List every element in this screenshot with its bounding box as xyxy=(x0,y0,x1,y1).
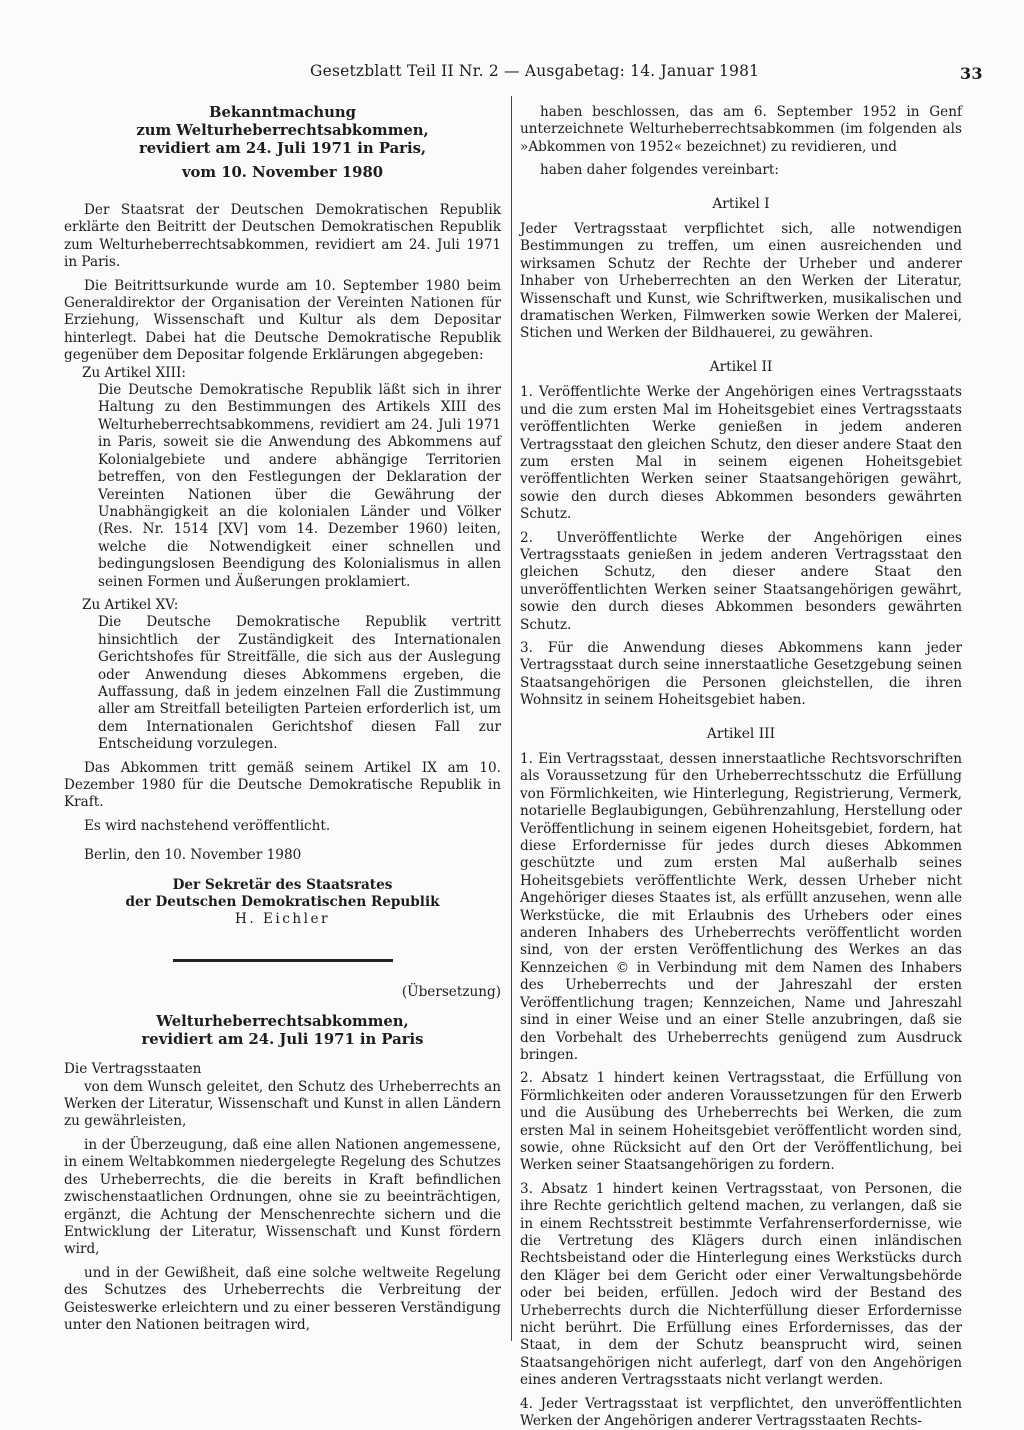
announcement-heading: Bekanntmachung xyxy=(209,104,356,121)
left-column xyxy=(64,104,501,1334)
article-2-paragraph-2: 2. Unveröffentlichte Werke der Angehörigen eines Vertragsstaats genießen in jedem anderen Vertragsstaat den gleichen Schutz, den dieser andere Staat den unveröffentlichten Werken seiner Staatsangehörigen gewährt, sowie den durch dieses Abkommen besonders gewährten Schutz. xyxy=(520,529,962,633)
article-2-paragraph-1: 1. Veröffentlichte Werke der Angehörigen eines Vertragsstaats und die zum ersten Mal im Hoheitsgebiet eines Vertragsstaats veröffentlichten Werke genießen in jedem anderen Vertragsstaat den gleichen Schutz, den dieser andere Staat den zum ersten Mal in seinem eigenen Hoheitsgebiet veröffentlichten Werken seiner Staatsangehörigen gewährt, sowie den durch dieses Abkommen besonders gewährten Schutz. xyxy=(520,384,962,523)
agreement-title-line-2: revidiert am 24. Juli 1971 in Paris xyxy=(141,1031,424,1049)
paragraph: haben daher folgendes vereinbart: xyxy=(540,162,779,179)
right-column xyxy=(520,104,962,1430)
paragraph: Die Beitrittsurkunde wurde am 10. September 1980 beim Generaldirektor der Organisation der Vereinten Nationen für Erziehung, Wissenschaft und Kultur als dem Depositar hinterlegt. Dabei hat die Deutsche Demokratische Republik gegenüber dem Depositar folgende Erklärungen abgegeben: xyxy=(64,277,501,364)
article-2-heading: Artikel II xyxy=(709,358,773,375)
paragraph: Der Staatsrat der Deutschen Demokratischen Republik erklärte den Beitritt der Deutschen Demokratischen Republik zum Welturheberrechtsabkommen, revidiert am 24. Juli 1971 in Paris. xyxy=(64,202,501,271)
signatory-title-line-2: der Deutschen Demokratischen Republik xyxy=(125,894,440,911)
paragraph: haben beschlossen, das am 6. September 1952 in Genf unterzeichnete Welturheberrechtsabkommen (im folgenden als »Abkommen von 1952« bezeichnet) zu revidieren, und xyxy=(520,104,962,155)
preamble: in der Überzeugung, daß eine allen Nationen angemessene, in einem Weltabkommen niedergelegte Regelung des Schutzes des Urheberrechts, die die bereits in Kraft befindlichen zwischenstaatlichen Ordnungen, ohne sie zu beeinträchtigen, ergänzt, die Achtung der Menschenrechte sichern und die Entwicklung der Literatur, Wissenschaft und Kunst fördern wird, xyxy=(64,1136,501,1258)
article-2-paragraph-3: 3. Für die Anwendung dieses Abkommens kann jeder Vertragsstaat durch seine innerstaatliche Gesetzgebung seinen Staatsangehörigen die Personen gleichstellen, die ihren Wohnsitz in seinem Hoheitsgebiet haben. xyxy=(520,639,962,709)
announcement-date: vom 10. November 1980 xyxy=(181,164,384,181)
article-13-declaration: Die Deutsche Demokratische Republik läßt sich in ihrer Haltung zu den Bestimmungen des Artikels XIII des Welturheberrechtsabkommens, revidiert am 24. Juli 1971 in Paris, soweit sie die Anwendung des Abkommens auf Kolonialgebiete und andere abhängige Territorien betreffen, von den Festlegungen der Deklaration der Vereinten Nationen über die Gewährung der Unabhängigkeit an die kolonialen Länder und Völker (Res. Nr. 1514 [XV] vom 14. Dezember 1960) leiten, welche die Notwendigkeit einer schnellen und bedingungslosen Beendigung des Kolonialismus in allen seinen Formen und Äußerungen proklamiert. xyxy=(98,382,501,590)
signatory-title: Der Sekretär des Staatsrates xyxy=(172,876,393,893)
translation-note: (Übersetzung) xyxy=(401,983,501,1000)
article-3-paragraph-1: 1. Ein Vertragsstaat, dessen innerstaatliche Rechtsvorschriften als Voraussetzung für den Urheberrechtsschutz die Erfüllung von Förmlichkeiten, wie Hinterlegung, Registrierung, Vermerk, notarielle Beglaubigungen, Gebührenzahlung, Herstellung oder Veröffentlichung in seinem eigenen Hoheitsgebiet, fordern, hat diese Erfordernisse für jedes durch dieses Abkommen geschützte und zum ersten Mal außerhalb seines Hoheitsgebiets veröffentlichte Werk, dessen Urheber nicht Angehöriger dieses Staates ist, als erfüllt anzusehen, wenn alle Werkstücke, die mit Erlaubnis des Urhebers oder eines anderen Inhabers des Urheberrechts veröffentlicht worden sind, von der ersten Veröffentlichung des Werkes an das Kennzeichen © in Verbindung mit dem Namen des Inhabers des Urheberrechts und der Jahreszahl der ersten Veröffentlichung tragen; Kennzeichen, Name und Jahreszahl sind in einer Weise und an einer Stelle anzubringen, daß sie den Vorbehalt des Urheberrechts genügend zum Ausdruck bringen. xyxy=(520,751,962,1063)
preamble: und in der Gewißheit, daß eine solche weltweite Regelung des Schutzes des Urheberrechts die Verbreitung der Geisteswerke erleichtern und zu einer besseren Verständigung unter den Nationen beitragen wird, xyxy=(64,1264,501,1333)
article-3-paragraph-2: 2. Absatz 1 hindert keinen Vertragsstaat, die Erfüllung von Förmlichkeiten oder anderen Voraussetzungen für den Erwerb und die Ausübung des Urheberrechts bei Werken, die zum ersten Mal in seinem Hoheitsgebiet veröffentlicht worden sind, sowie, ohne Rücksicht auf den Ort der Veröffentlichung, bei Werken seiner Staatsangehörigen zu fordern. xyxy=(520,1070,962,1174)
article-15-label: Zu Artikel XV: xyxy=(82,596,179,613)
article-3-heading: Artikel III xyxy=(706,725,776,742)
article-15-declaration: Die Deutsche Demokratische Republik vertritt hinsichtlich der Zuständigkeit des Internationalen Gerichtshofes für Streitfälle, die sich aus der Auslegung oder Anwendung dieses Abkommens ergeben, die Auffassung, daß in jedem einzelnen Fall die Zustimmung aller am Streitfall beteiligten Parteien erforderlich ist, um dem Internationalen Gerichtshof diesen Fall zur Entscheidung vorzulegen. xyxy=(98,614,501,753)
article-1-heading: Artikel I xyxy=(712,195,770,212)
announcement-heading-line-3: revidiert am 24. Juli 1971 in Paris, xyxy=(138,140,427,157)
article-3-paragraph-3: 3. Absatz 1 hindert keinen Vertragsstaat, von Personen, die ihre Rechte gerichtlich geltend machen, zu verlangen, daß sie in einem Rechtsstreit bestimmte Verfahrenserfordernisse, wie die Vertretung des Klägers durch einen inländischen Rechtsbeistand oder die Hinterlegung eines Werkstücks durch den Kläger bei dem Gericht oder einer Verwaltungsbehörde oder bei beiden, erfüllen. Jedoch wird der Bestand des Urheberrechts durch die Nichterfüllung dieser Erfordernisse nicht berührt. Die Erfüllung eines Erfordernisses, das der Staat, in dem der Schutz beansprucht wird, seinen Staatsangehörigen nicht auferlegt, darf von den Angehörigen eines anderen Vertragsstaats nicht verlangt werden. xyxy=(520,1180,962,1389)
agreement-title: Welturheberrechtsabkommen, xyxy=(156,1013,409,1031)
paragraph: Das Abkommen tritt gemäß seinem Artikel IX am 10. Dezember 1980 für die Deutsche Demokratische Republik in Kraft. xyxy=(64,759,501,811)
article-1-text: Jeder Vertragsstaat verpflichtet sich, alle notwendigen Bestimmungen zu treffen, um einen ausreichenden und wirksamen Schutz der Rechte der Urheber und anderer Inhaber von Urheberrechten an den Werken der Literatur, Wissenschaft und Kunst, wie Schriftwerken, musikalischen und dramatischen Werken, Filmwerken sowie Werken der Malerei, Stichen und Werken der Bildhauerei, zu gewähren. xyxy=(520,221,962,342)
signatory-name: H. Eichler xyxy=(234,911,331,928)
separator-rule xyxy=(173,959,393,962)
preamble: von dem Wunsch geleitet, den Schutz des Urheberrechts an Werken der Literatur, Wissenschaft und Kunst in allen Ländern zu gewährleisten, xyxy=(64,1078,501,1130)
column-divider xyxy=(511,96,512,1341)
announcement-heading-line-2: zum Welturheberrechtsabkommen, xyxy=(136,122,429,139)
place-and-date: Berlin, den 10. November 1980 xyxy=(84,847,302,864)
page-number: 33 xyxy=(960,64,983,83)
article-3-paragraph-4: 4. Jeder Vertragsstaat ist verpflichtet, den unveröffentlichten Werken der Angehörigen anderer Vertragsstaaten Rechts- xyxy=(520,1395,962,1430)
preamble: Die Vertragsstaaten xyxy=(64,1061,202,1078)
paragraph: Es wird nachstehend veröffentlicht. xyxy=(84,817,331,834)
article-13-label: Zu Artikel XIII: xyxy=(82,364,186,381)
gazette-title: Gesetzblatt Teil II Nr. 2 — Ausgabetag: 14. Januar 1981 xyxy=(310,62,760,80)
